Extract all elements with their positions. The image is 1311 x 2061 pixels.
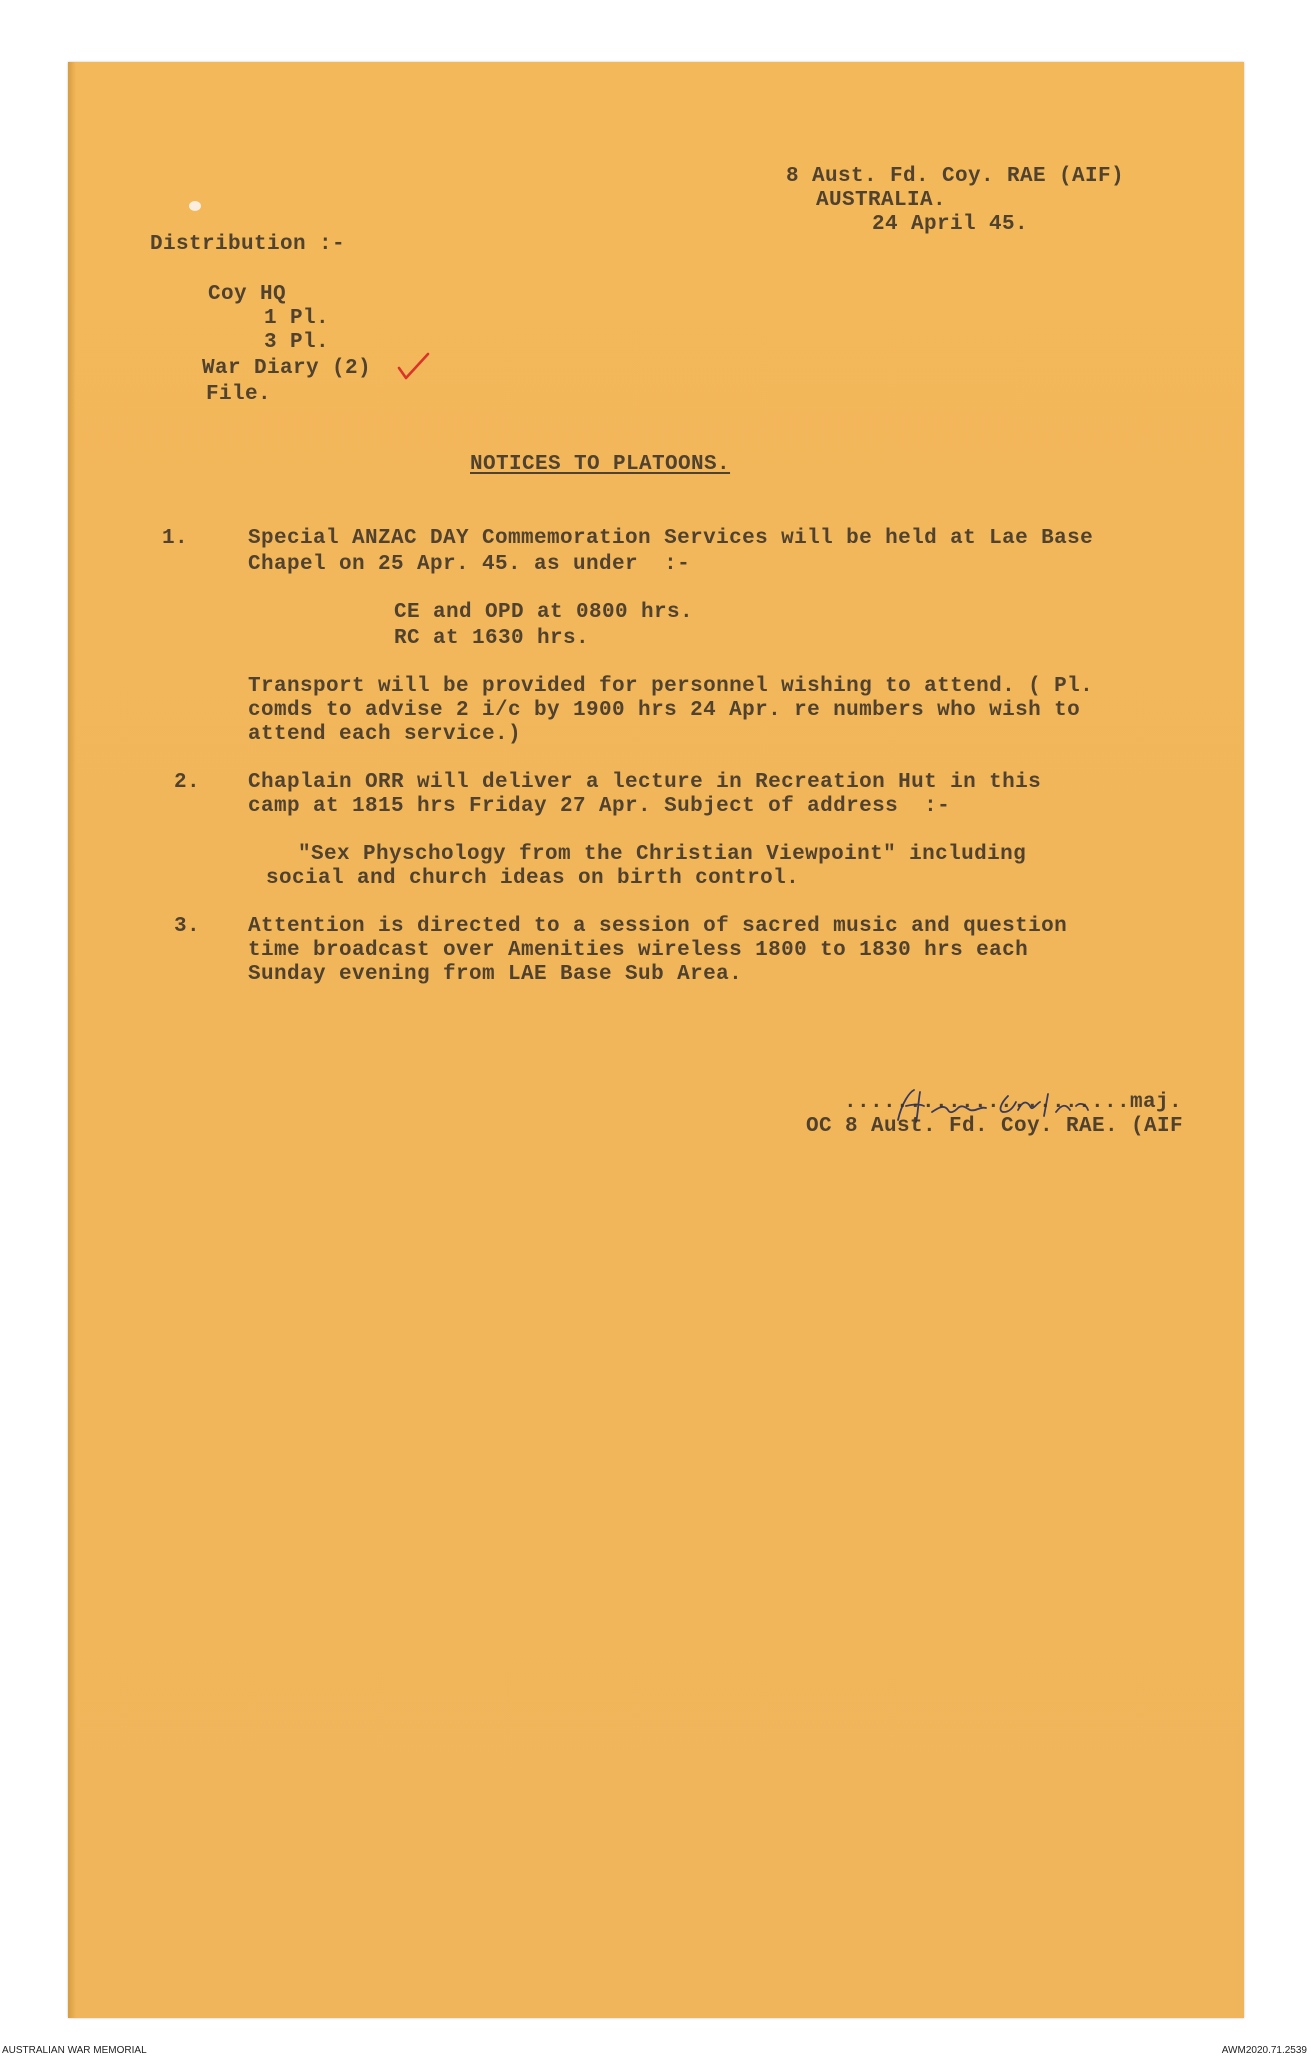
schedule-line: CE and OPD at 0800 hrs.	[394, 601, 694, 624]
distribution-item: 3 Pl.	[264, 331, 330, 354]
notice-line: comds to advise 2 i/c by 1900 hrs 24 Apr. re numbers who wish to	[248, 699, 1081, 722]
check-mark-icon	[396, 350, 432, 384]
distribution-item: Coy HQ	[208, 283, 287, 306]
header-unit: 8 Aust. Fd. Coy. RAE (AIF)	[786, 165, 1125, 188]
schedule-line: RC at 1630 hrs.	[394, 627, 590, 650]
distribution-item: 1 Pl.	[264, 307, 330, 330]
distribution-label: Distribution :-	[150, 233, 346, 256]
distribution-item: War Diary (2)	[202, 357, 372, 380]
notice-line: attend each service.)	[248, 723, 522, 746]
notice-number: 2.	[174, 771, 201, 794]
notice-line: Attention is directed to a session of sacred music and question	[248, 915, 1068, 938]
notice-line: Special ANZAC DAY Commemoration Services will be held at Lae Base	[248, 527, 1094, 550]
footer-accession: AWM2020.71.2539	[1221, 2045, 1307, 2056]
sheet-edge-shadow	[68, 62, 76, 2018]
notice-number: 3.	[174, 915, 201, 938]
notice-line: time broadcast over Amenities wireless 1800 to 1830 hrs each	[248, 939, 1029, 962]
signature-dots-line: ......................maj.	[844, 1091, 1183, 1114]
signature-title: OC 8 Aust. Fd. Coy. RAE. (AIF	[806, 1115, 1184, 1138]
distribution-item: File.	[206, 383, 272, 406]
footer-source: AUSTRALIAN WAR MEMORIAL	[2, 2045, 147, 2056]
notice-line: Chaplain ORR will deliver a lecture in Recreation Hut in this	[248, 771, 1042, 794]
notice-line: Transport will be provided for personnel wishing to attend. ( Pl.	[248, 675, 1094, 698]
notice-line: Chapel on 25 Apr. 45. as under :-	[248, 553, 691, 576]
header-date: 24 April 45.	[872, 213, 1029, 236]
punch-mark	[186, 198, 204, 214]
notice-line: Sunday evening from LAE Base Sub Area.	[248, 963, 743, 986]
quote-line: "Sex Physchology from the Christian Viewpoint" including	[298, 843, 1027, 866]
quote-line: social and church ideas on birth control.	[266, 867, 800, 890]
header-country: AUSTRALIA.	[816, 189, 947, 212]
document-title: NOTICES TO PLATOONS.	[470, 453, 731, 476]
notice-line: camp at 1815 hrs Friday 27 Apr. Subject of address :-	[248, 795, 951, 818]
notice-number: 1.	[162, 527, 189, 550]
